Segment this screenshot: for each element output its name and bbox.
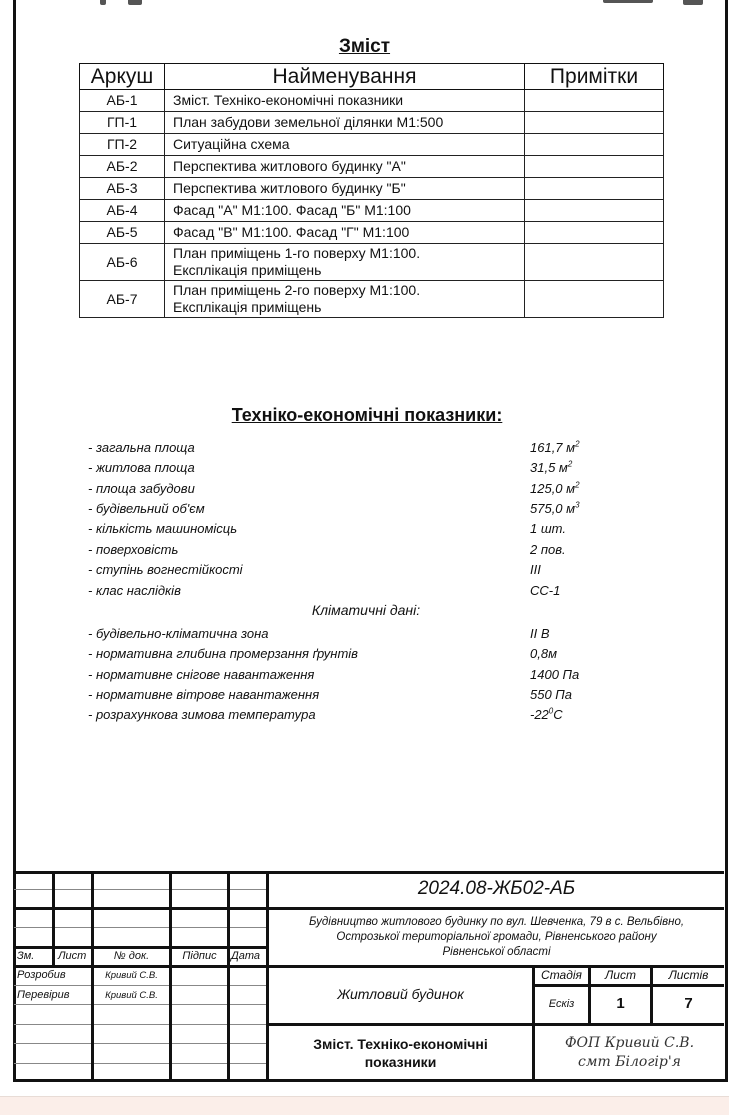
indicator-label: - ступінь вогнестійкості bbox=[88, 562, 243, 577]
indicator-label: - будівельний об'єм bbox=[88, 501, 205, 516]
checked-name: Кривий С.В. bbox=[105, 990, 158, 1001]
document-code: 2024.08-ЖБ02-АБ bbox=[417, 878, 576, 899]
header-name: Найменування bbox=[165, 64, 525, 90]
indicator-row bbox=[88, 560, 608, 580]
indicator-row bbox=[88, 581, 608, 601]
sheet-code: АБ-1 bbox=[80, 90, 165, 112]
developed-label: Розробив bbox=[17, 969, 66, 981]
indicator-value: СС-1 bbox=[530, 583, 561, 598]
indicator-label: - загальна площа bbox=[88, 440, 195, 455]
indicator-value: 575,0 $м^3$ bbox=[530, 500, 580, 516]
table-row bbox=[80, 156, 664, 178]
sheet-note bbox=[525, 112, 664, 134]
sheet-note bbox=[525, 281, 664, 318]
title-block bbox=[14, 871, 724, 1082]
climate-label: - нормативна глибина промерзання ґрунтів bbox=[88, 646, 358, 661]
table-row bbox=[80, 134, 664, 156]
contents-table bbox=[79, 63, 664, 318]
sheet-name: Зміст. Техніко-економічні показники bbox=[165, 90, 525, 112]
project-line-2: Острозької територіальної громади, Рівненського району bbox=[336, 931, 657, 943]
table-row bbox=[80, 281, 664, 318]
indicator-row bbox=[88, 499, 608, 519]
indicators-title: Техніко-економічні показники: bbox=[231, 405, 503, 425]
header-notes: Примітки bbox=[525, 64, 664, 90]
sheet-name-line2: Експлікація приміщень bbox=[173, 262, 322, 278]
sheet-name: Фасад "В" М1:100. Фасад "Г" М1:100 bbox=[165, 222, 525, 244]
table-row bbox=[80, 178, 664, 200]
col-signature: Підпис bbox=[182, 950, 217, 962]
table-row bbox=[80, 90, 664, 112]
checked-label: Перевірив bbox=[17, 989, 70, 1001]
indicator-label: - поверховість bbox=[88, 542, 179, 557]
climate-label: - нормативне снігове навантаження bbox=[88, 667, 315, 682]
sheet-code: ГП-2 bbox=[80, 134, 165, 156]
sheets-label: Листів bbox=[668, 968, 709, 982]
sheet-name bbox=[165, 244, 525, 281]
indicator-value: III bbox=[530, 562, 541, 577]
indicator-label: - клас наслідків bbox=[88, 583, 181, 598]
climate-label: - розрахункова зимова температура bbox=[88, 707, 316, 722]
sheet-note bbox=[525, 200, 664, 222]
sheet-code: АБ-7 bbox=[80, 281, 165, 318]
project-line-1: Будівництво житлового будинку по вул. Шевченка, 79 в с. Вельбівно, bbox=[308, 916, 685, 928]
stage-label: Стадія bbox=[541, 968, 582, 982]
project-line-3: Рівненської області bbox=[442, 946, 551, 958]
climate-row bbox=[88, 685, 608, 705]
indicator-label: - житлова площа bbox=[88, 460, 195, 475]
sheet-name-line1: План приміщень 1-го поверху М1:100. bbox=[173, 245, 421, 261]
sheet-code: АБ-2 bbox=[80, 156, 165, 178]
col-date: Дата bbox=[231, 950, 261, 962]
climate-row bbox=[88, 624, 608, 644]
sheet-code: АБ-4 bbox=[80, 200, 165, 222]
sheet-name-line2: Експлікація приміщень bbox=[173, 299, 322, 315]
sheet-code: АБ-5 bbox=[80, 222, 165, 244]
climate-row bbox=[88, 665, 608, 685]
sheet-value: 1 bbox=[616, 995, 625, 1012]
climate-label: - нормативне вітрове навантаження bbox=[88, 687, 320, 702]
viewer-bottom-band bbox=[0, 1096, 729, 1115]
company-line-1: ФОП Кривий С.В. bbox=[564, 1035, 695, 1051]
sheet-code: АБ-3 bbox=[80, 178, 165, 200]
drawing-title-line-2: показники bbox=[364, 1054, 437, 1070]
indicator-label: - площа забудови bbox=[88, 481, 195, 496]
climate-row bbox=[88, 705, 608, 725]
sheet-note bbox=[525, 222, 664, 244]
table-row bbox=[80, 200, 664, 222]
drawing-title-line-1: Зміст. Техніко-економічні bbox=[313, 1036, 488, 1052]
climate-label: - будівельно-кліматична зона bbox=[88, 626, 269, 641]
company-stamp bbox=[535, 1034, 724, 1072]
sheet-note bbox=[525, 178, 664, 200]
sheet-code: ГП-1 bbox=[80, 112, 165, 134]
header-sheet: Аркуш bbox=[80, 64, 165, 90]
sheet-note bbox=[525, 90, 664, 112]
indicator-row bbox=[88, 458, 608, 478]
contents-title: Зміст bbox=[338, 36, 391, 57]
table-row bbox=[80, 112, 664, 134]
sheet-name bbox=[165, 281, 525, 318]
sheet-name: Перспектива житлового будинку "Б" bbox=[165, 178, 525, 200]
sheet-name: Фасад "А" М1:100. Фасад "Б" М1:100 bbox=[165, 200, 525, 222]
indicator-row bbox=[88, 540, 608, 560]
indicator-row bbox=[88, 438, 608, 458]
col-doc-no: № док. bbox=[113, 950, 150, 962]
col-sheet: Лист bbox=[58, 950, 87, 962]
stage-value: Ескіз bbox=[548, 998, 575, 1010]
sheet-note bbox=[525, 134, 664, 156]
sheet-name: Ситуаційна схема bbox=[165, 134, 525, 156]
drawing-title bbox=[269, 1035, 532, 1071]
climate-row bbox=[88, 644, 608, 664]
sheet-code: АБ-6 bbox=[80, 244, 165, 281]
object-name: Житловий будинок bbox=[337, 986, 464, 1002]
col-change: Зм. bbox=[17, 950, 35, 962]
sheet-label: Лист bbox=[605, 968, 636, 982]
company-line-2: смт Білогір'я bbox=[578, 1054, 681, 1070]
project-description bbox=[269, 915, 724, 960]
indicator-value: 31,5 $м^2$ bbox=[530, 459, 573, 475]
sheet-note bbox=[525, 244, 664, 281]
indicator-value: 161,7 $м^2$ bbox=[530, 439, 580, 455]
climate-value: 0,8м bbox=[530, 646, 557, 661]
table-row bbox=[80, 222, 664, 244]
climate-title: Кліматичні дані: bbox=[311, 602, 421, 618]
sheet-name: Перспектива житлового будинку "А" bbox=[165, 156, 525, 178]
climate-value: $-22^0С$ bbox=[530, 706, 563, 722]
indicator-value: 125,0 $м^2$ bbox=[530, 480, 580, 496]
developed-name: Кривий С.В. bbox=[105, 970, 158, 981]
climate-value: 550 Па bbox=[530, 687, 572, 702]
indicator-value: 1 шт. bbox=[530, 521, 566, 536]
sheet-note bbox=[525, 156, 664, 178]
sheet-name-line1: План приміщень 2-го поверху М1:100. bbox=[173, 282, 421, 298]
indicator-value: 2 пов. bbox=[530, 542, 566, 557]
table-row bbox=[80, 244, 664, 281]
sheet-name: План забудови земельної ділянки М1:500 bbox=[165, 112, 525, 134]
climate-value: II В bbox=[530, 626, 550, 641]
climate-value: 1400 Па bbox=[530, 667, 580, 682]
sheets-value: 7 bbox=[684, 995, 693, 1012]
indicator-row bbox=[88, 479, 608, 499]
indicator-label: - кількість машиномісць bbox=[88, 521, 238, 536]
indicator-row bbox=[88, 519, 608, 539]
